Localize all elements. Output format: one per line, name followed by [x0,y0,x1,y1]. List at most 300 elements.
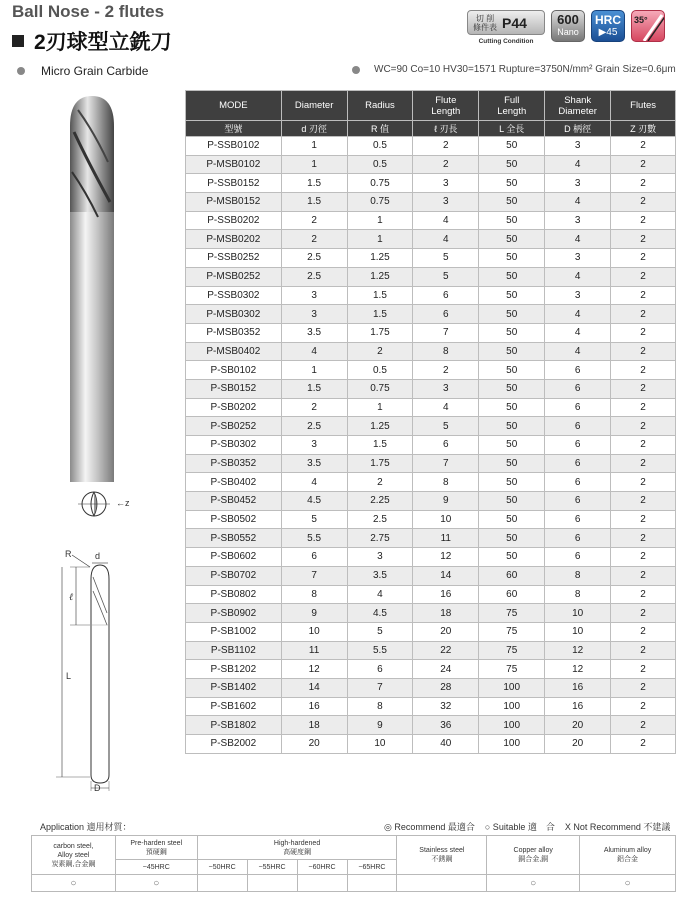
square-bullet-icon [12,35,24,47]
title-zh-text: 2刃球型立銑刀 [34,31,172,54]
table-cell: 75 [479,622,545,641]
table-cell: 2.5 [347,510,413,529]
th-zh-diameter: d 刃徑 [281,121,347,137]
table-cell: 16 [545,678,611,697]
table-cell: P-SB0352 [186,454,282,473]
app-carbon-steel: carbon steel, Alloy steel 炭素鋼,合金鋼 [32,836,116,875]
table-cell: 8 [413,473,479,492]
table-cell: 50 [479,286,545,305]
table-cell: 2 [611,529,676,548]
table-cell: 50 [479,342,545,361]
app-high-hardened: High-hardened 高硬度鋼 [197,836,397,860]
table-cell: 1 [347,211,413,230]
table-cell: 2 [611,436,676,455]
table-row [186,137,676,156]
table-row [186,529,676,548]
table-cell: 3 [413,379,479,398]
table-cell: 12 [545,641,611,660]
table-cell: 50 [479,230,545,249]
table-cell: 2 [611,211,676,230]
table-cell: 2 [611,454,676,473]
mark-copper: ○ [487,875,580,892]
table-cell: 0.75 [347,174,413,193]
table-cell: 8 [347,697,413,716]
mark-stainless [397,875,487,892]
table-cell: 2 [611,249,676,268]
table-cell: 2 [611,678,676,697]
table-cell: 6 [545,548,611,567]
table-cell: 2 [611,267,676,286]
cutting-sub: Cutting Condition [478,38,534,45]
table-cell: 2 [611,379,676,398]
table-cell: 5 [413,249,479,268]
mark-hrc-55 [247,875,297,892]
table-cell: 2 [611,193,676,212]
table-cell: 2 [611,585,676,604]
table-cell: 16 [281,697,347,716]
table-cell: 50 [479,529,545,548]
table-row [186,735,676,754]
th-zh-full-length: L 全長 [479,121,545,137]
helix-diagonal-icon [632,11,665,42]
table-cell: 6 [413,286,479,305]
table-cell: 60 [479,585,545,604]
hrc-badge [591,10,625,42]
end-mill-photo [58,92,128,487]
table-cell: 2 [611,697,676,716]
th-zh-shank: D 柄徑 [545,121,611,137]
table-cell: 3 [281,436,347,455]
table-cell: 3 [281,305,347,324]
table-cell: 9 [281,604,347,623]
table-cell: 7 [347,678,413,697]
table-cell: P-MSB0152 [186,193,282,212]
table-cell: 5 [281,510,347,529]
app-preharden-hrc: ~45HRC [115,860,197,875]
table-row [186,622,676,641]
table-cell: 50 [479,510,545,529]
table-cell: 22 [413,641,479,660]
table-cell: 10 [347,735,413,754]
table-row [186,230,676,249]
table-cell: 2 [413,361,479,380]
table-cell: 2 [281,230,347,249]
table-cell: 1 [281,361,347,380]
table-cell: 20 [281,735,347,754]
table-cell: 50 [479,361,545,380]
table-cell: 3.5 [347,566,413,585]
table-cell: 2 [347,342,413,361]
table-cell: 10 [281,622,347,641]
table-cell: P-SB0452 [186,492,282,511]
spec-table-body [186,137,676,754]
table-cell: 100 [479,678,545,697]
table-cell: 2 [611,566,676,585]
table-cell: 50 [479,473,545,492]
table-cell: 0.75 [347,193,413,212]
table-cell: 4 [347,585,413,604]
table-row [186,604,676,623]
table-cell: P-SB1202 [186,660,282,679]
table-cell: 2 [611,660,676,679]
table-cell: P-SSB0102 [186,137,282,156]
table-cell: 4 [545,267,611,286]
table-cell: 11 [413,529,479,548]
table-cell: 24 [413,660,479,679]
table-cell: 1.75 [347,454,413,473]
table-cell: P-SB0902 [186,604,282,623]
table-cell: 3 [545,211,611,230]
table-row [186,641,676,660]
table-cell: 3 [281,286,347,305]
table-cell: 6 [413,305,479,324]
table-cell: P-SB0102 [186,361,282,380]
table-cell: 11 [281,641,347,660]
table-cell: 2.25 [347,492,413,511]
table-cell: 10 [413,510,479,529]
table-cell: P-SB2002 [186,735,282,754]
table-row [186,398,676,417]
table-cell: 50 [479,174,545,193]
table-cell: 4 [545,155,611,174]
table-cell: 4 [545,230,611,249]
table-row [186,585,676,604]
table-cell: 4.5 [347,604,413,623]
helix-angle-badge [631,10,665,42]
dim-D-label: D [94,783,101,793]
table-cell: 50 [479,193,545,212]
table-row [186,174,676,193]
table-cell: 12 [281,660,347,679]
table-cell: 1.25 [347,417,413,436]
table-cell: 14 [281,678,347,697]
table-cell: P-SB0602 [186,548,282,567]
table-cell: P-SB0152 [186,379,282,398]
table-cell: P-MSB0352 [186,323,282,342]
table-cell: 2 [611,622,676,641]
table-cell: P-SB1602 [186,697,282,716]
table-cell: 2 [611,398,676,417]
table-cell: 6 [281,548,347,567]
spec-header-en [186,91,676,121]
table-cell: 2 [611,417,676,436]
table-cell: 10 [545,622,611,641]
mark-preharden: ○ [115,875,197,892]
table-cell: 50 [479,211,545,230]
table-row [186,323,676,342]
table-cell: 2 [611,137,676,156]
th-shank-diameter: Shank Diameter [545,91,611,121]
table-cell: 3 [545,174,611,193]
table-cell: 2.5 [281,249,347,268]
table-cell: P-SB0502 [186,510,282,529]
table-row [186,361,676,380]
table-cell: 2 [611,342,676,361]
table-cell: 50 [479,398,545,417]
z-axis-label: ←z [116,498,130,508]
table-cell: 20 [545,735,611,754]
table-cell: 2 [611,305,676,324]
table-cell: 2 [611,735,676,754]
table-cell: 100 [479,735,545,754]
cutting-zh-1: 切 削 [475,13,495,23]
table-row [186,678,676,697]
table-cell: 2 [611,230,676,249]
feature-badges [467,10,665,46]
hrc-label: HRC [595,13,621,27]
table-row [186,436,676,455]
table-cell: 50 [479,492,545,511]
page-title-zh [12,26,172,56]
table-cell: 2 [611,155,676,174]
table-cell: 2 [611,174,676,193]
application-title: Application 適用材質： [40,822,132,832]
app-hrc-50: ~50HRC [197,860,247,875]
table-row [186,510,676,529]
table-cell: 0.5 [347,155,413,174]
table-cell: 3 [347,548,413,567]
grain-text: Nano [557,27,579,37]
dim-l-label: ℓ [69,592,74,603]
table-cell: 4 [281,473,347,492]
application-legend [384,820,670,833]
th-radius: Radius [347,91,413,121]
table-row [186,566,676,585]
bullet-dot-icon [352,66,360,74]
table-cell: 4 [545,305,611,324]
table-cell: 1.5 [281,174,347,193]
table-cell: 0.75 [347,379,413,398]
table-cell: 60 [479,566,545,585]
table-cell: 50 [479,436,545,455]
table-row [186,305,676,324]
table-cell: 2.5 [281,417,347,436]
table-cell: 2 [611,492,676,511]
table-cell: 2 [611,716,676,735]
table-cell: P-SB0252 [186,417,282,436]
app-hrc-60: ~60HRC [297,860,347,875]
app-hrc-65: ~65HRC [347,860,397,875]
table-cell: 1 [347,398,413,417]
table-row [186,193,676,212]
table-cell: 6 [545,417,611,436]
table-row [186,342,676,361]
table-row [186,716,676,735]
th-zh-mode: 型號 [186,121,282,137]
table-row [186,697,676,716]
table-cell: P-SB0552 [186,529,282,548]
th-zh-flutes: Z 刃數 [611,121,676,137]
table-row [186,454,676,473]
app-preharden: Pre-harden steel 預硬鋼 [115,836,197,860]
table-cell: 0.5 [347,361,413,380]
table-cell: 3 [545,286,611,305]
table-cell: 6 [545,473,611,492]
table-cell: 5.5 [347,641,413,660]
cutting-code: P44 [502,14,527,31]
material-text: Micro Grain Carbide [41,64,149,78]
table-cell: 1.5 [281,193,347,212]
table-cell: 2.75 [347,529,413,548]
table-row [186,211,676,230]
table-cell: 8 [281,585,347,604]
grain-num: 600 [557,12,579,27]
table-row [186,660,676,679]
table-cell: 50 [479,155,545,174]
table-cell: 75 [479,641,545,660]
table-cell: 50 [479,323,545,342]
app-stainless: Stainless steel 不銹鋼 [397,836,487,875]
table-row [186,473,676,492]
table-cell: 7 [281,566,347,585]
table-cell: 6 [545,454,611,473]
mark-hrc-50 [197,875,247,892]
table-cell: 18 [281,716,347,735]
table-cell: P-SB1802 [186,716,282,735]
table-cell: 20 [545,716,611,735]
helix-value: 35° [634,15,648,25]
app-copper: Copper alloy 銅合金,銅 [487,836,580,875]
table-cell: 4 [545,193,611,212]
page-title-en: Ball Nose - 2 flutes [12,2,165,21]
table-cell: 6 [545,379,611,398]
table-cell: 50 [479,379,545,398]
table-cell: 6 [545,529,611,548]
table-cell: P-SB0302 [186,436,282,455]
table-cell: 36 [413,716,479,735]
application-marks-row [32,875,676,892]
bullet-dot-icon [17,67,25,75]
app-hrc-55: ~55HRC [247,860,297,875]
dim-L-label: L [66,671,72,681]
table-cell: 2 [611,510,676,529]
table-cell: 2 [611,604,676,623]
table-cell: 1 [281,155,347,174]
table-cell: 4 [281,342,347,361]
table-cell: 6 [545,510,611,529]
table-cell: 9 [347,716,413,735]
table-cell: 2.5 [281,267,347,286]
table-cell: 1 [347,230,413,249]
table-cell: 3.5 [281,454,347,473]
table-cell: 28 [413,678,479,697]
table-cell: 1.5 [347,305,413,324]
table-row [186,267,676,286]
table-cell: 18 [413,604,479,623]
dim-d-label: d [95,551,101,561]
table-cell: 20 [413,622,479,641]
table-cell: 4.5 [281,492,347,511]
table-cell: 5.5 [281,529,347,548]
th-flute-length: Flute Length [413,91,479,121]
table-cell: 9 [413,492,479,511]
table-cell: 75 [479,604,545,623]
table-cell: 2 [611,323,676,342]
hrc-value: ▶45 [598,27,618,38]
mark-hrc-60 [297,875,347,892]
table-cell: 5 [347,622,413,641]
table-row [186,249,676,268]
table-cell: 6 [347,660,413,679]
table-cell: 0.5 [347,137,413,156]
table-cell: 100 [479,716,545,735]
table-cell: 1.5 [347,286,413,305]
table-cell: P-SB1002 [186,622,282,641]
spec-header-zh [186,121,676,137]
table-cell: 1.75 [347,323,413,342]
table-cell: P-SB1402 [186,678,282,697]
table-cell: 8 [545,585,611,604]
table-cell: 50 [479,417,545,436]
table-cell: 4 [545,323,611,342]
table-cell: 5 [413,417,479,436]
table-cell: 2 [611,641,676,660]
table-cell: P-SB0802 [186,585,282,604]
table-cell: 50 [479,305,545,324]
table-cell: 4 [413,211,479,230]
app-aluminum: Aluminum alloy 鋁合金 [580,836,676,875]
table-cell: 6 [545,492,611,511]
table-cell: 10 [545,604,611,623]
table-cell: 50 [479,267,545,286]
table-cell: 2 [413,137,479,156]
table-cell: 40 [413,735,479,754]
table-cell: 5 [413,267,479,286]
table-cell: P-SSB0302 [186,286,282,305]
table-cell: 2 [611,286,676,305]
table-cell: 1.5 [281,379,347,398]
table-cell: 6 [545,398,611,417]
legend-recommend: ◎ Recommend 最適合 [384,822,475,832]
table-cell: P-MSB0402 [186,342,282,361]
th-diameter: Diameter [281,91,347,121]
table-cell: 6 [545,361,611,380]
table-cell: 6 [413,436,479,455]
table-cell: 6 [545,436,611,455]
table-cell: 4 [545,342,611,361]
table-cell: 4 [413,230,479,249]
table-row [186,417,676,436]
table-cell: 1 [281,137,347,156]
table-cell: P-SSB0252 [186,249,282,268]
table-cell: 3 [413,193,479,212]
table-cell: 3 [413,174,479,193]
th-zh-flute-length: ℓ 刃長 [413,121,479,137]
table-row [186,548,676,567]
legend-not-recommend: X Not Recommend 不建議 [564,822,671,832]
table-cell: 7 [413,454,479,473]
table-cell: 4 [413,398,479,417]
table-row [186,492,676,511]
th-full-length: Full Length [479,91,545,121]
application-table [31,835,676,892]
material-info [17,64,148,78]
table-cell: P-MSB0102 [186,155,282,174]
table-cell: 3 [545,137,611,156]
th-flutes: Flutes [611,91,676,121]
table-cell: 16 [545,697,611,716]
table-row [186,379,676,398]
table-cell: 50 [479,454,545,473]
table-cell: P-SSB0202 [186,211,282,230]
end-view-drawing [78,486,138,526]
cutting-condition-badge[interactable] [467,10,545,46]
spec-info [352,64,676,75]
table-cell: 12 [413,548,479,567]
table-cell: P-SB0702 [186,566,282,585]
table-cell: 8 [413,342,479,361]
table-row [186,286,676,305]
